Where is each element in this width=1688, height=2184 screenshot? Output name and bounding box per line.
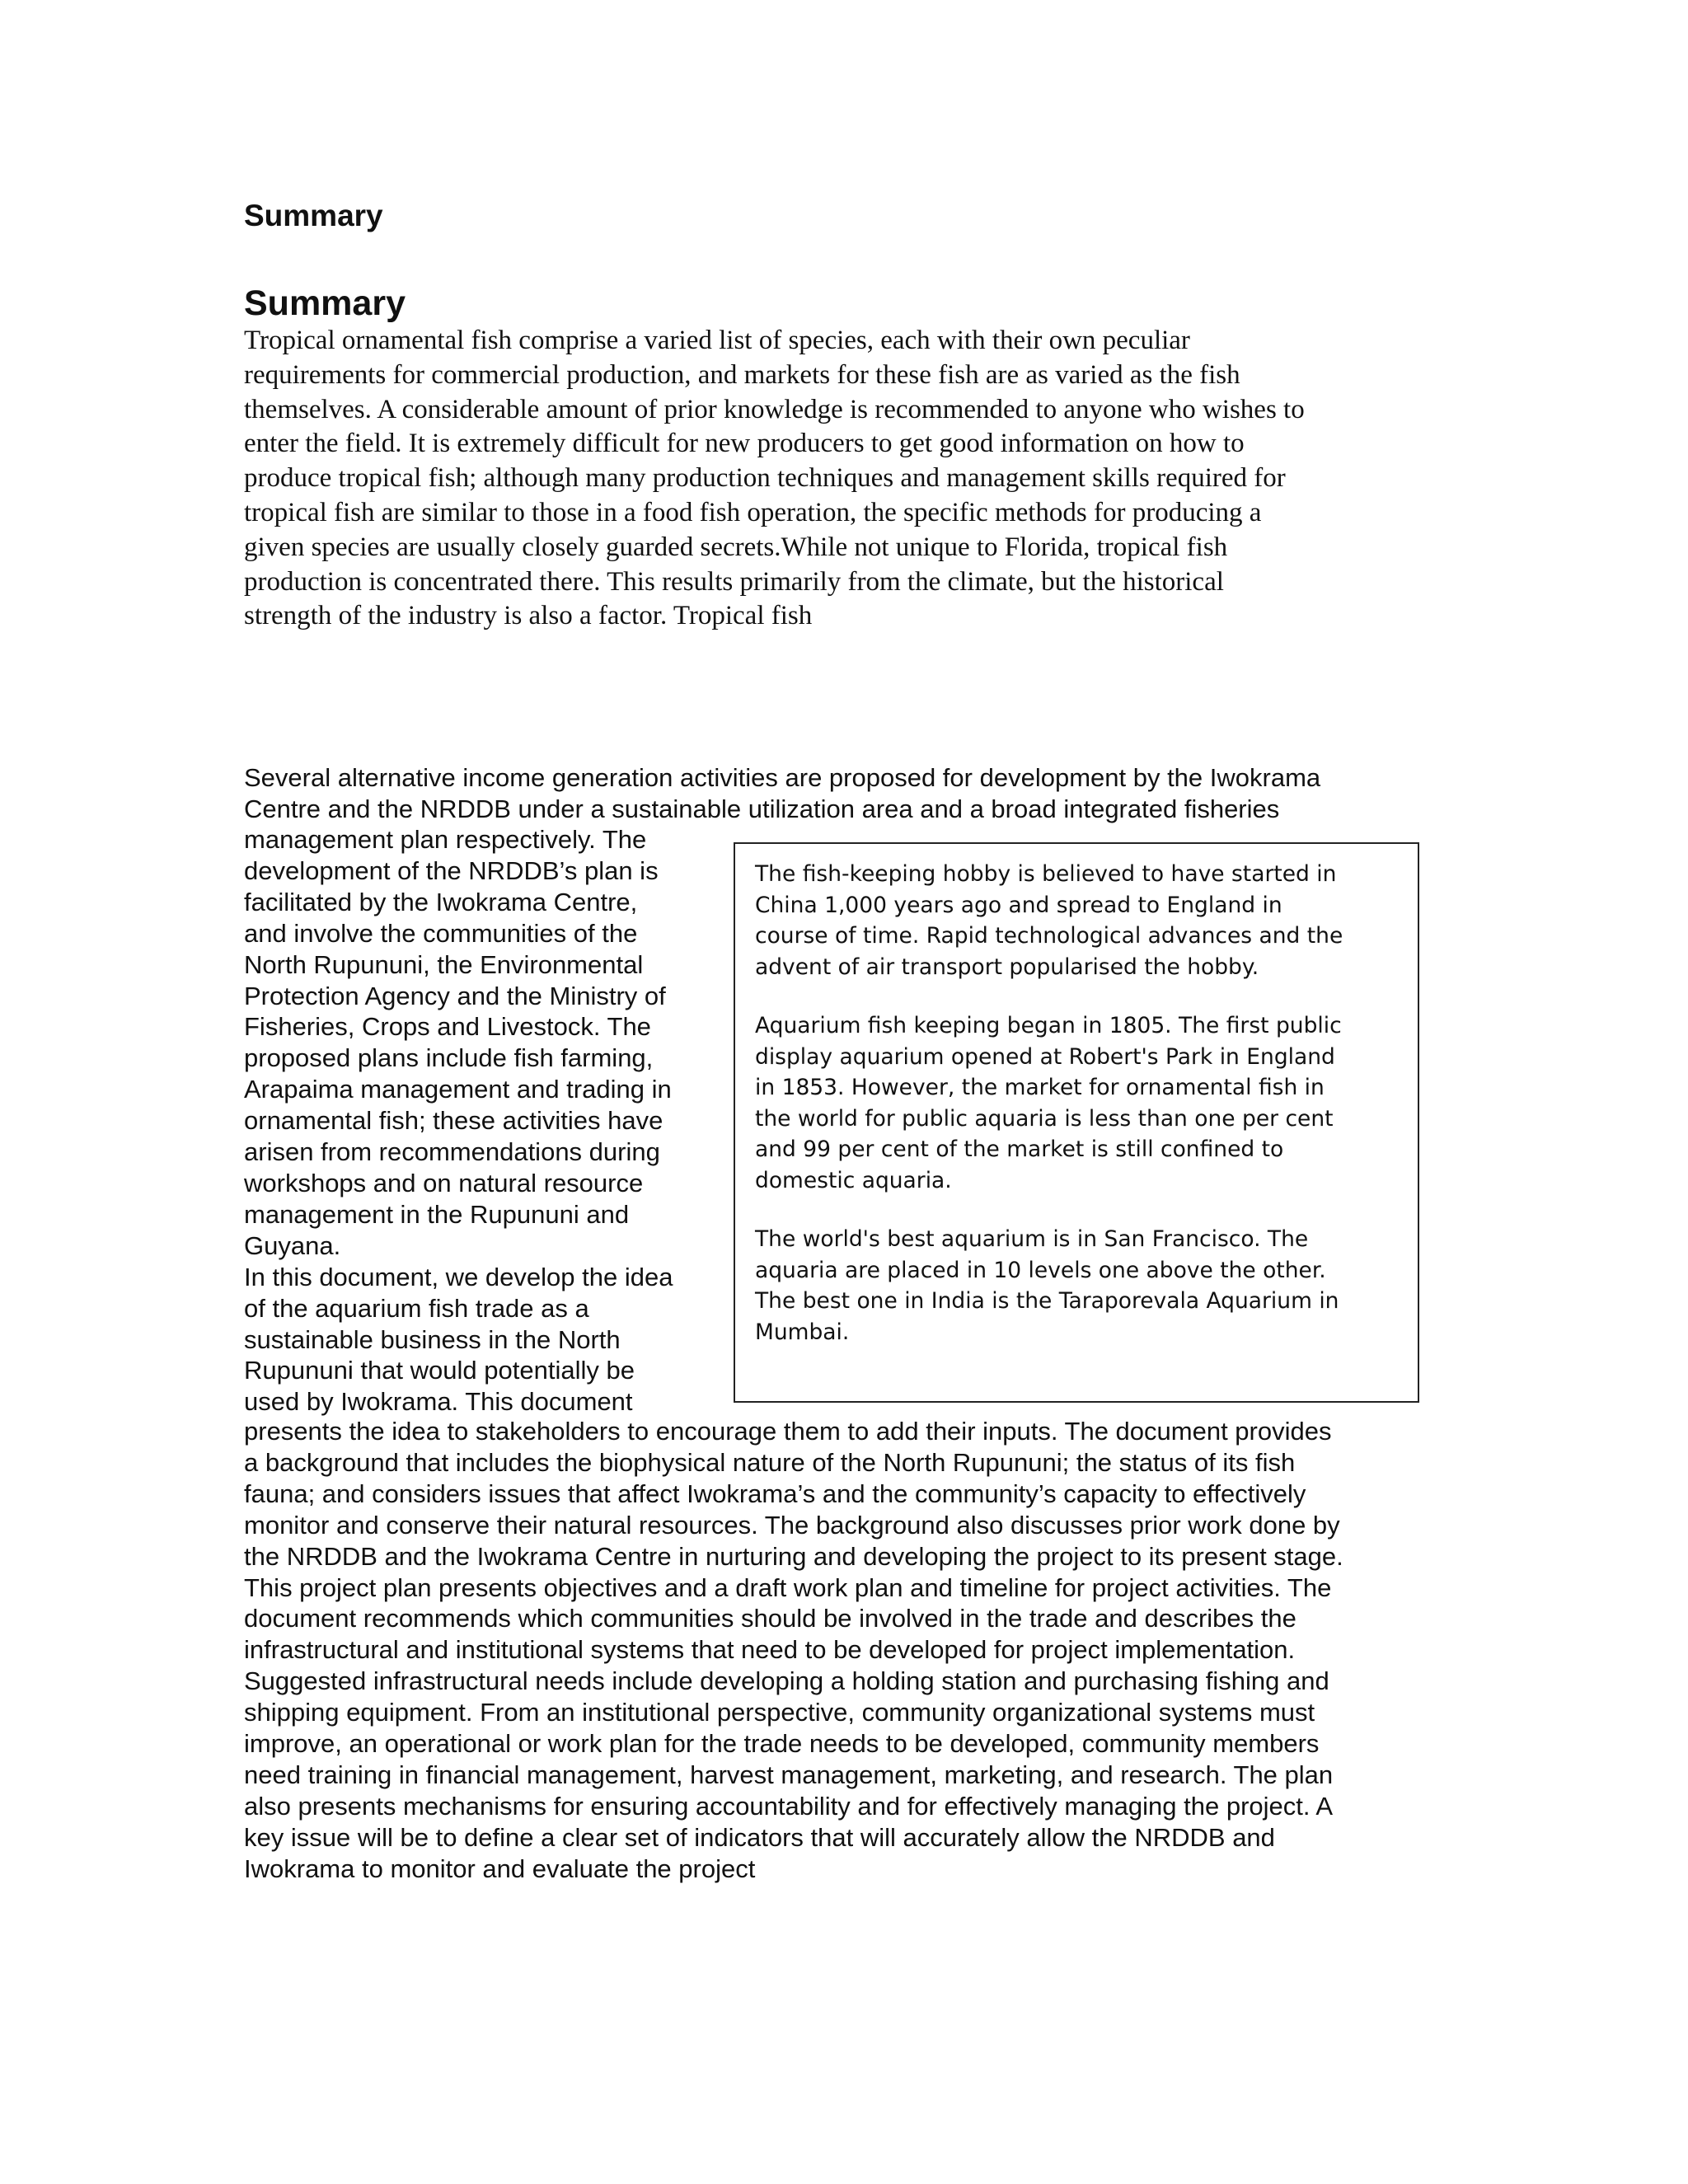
body-paragraph-left-column bbox=[244, 824, 722, 1418]
body-line: presents the idea to stakeholders to encourage them to add their inputs. The document provides bbox=[244, 1417, 1332, 1446]
body-line: Guyana. bbox=[244, 1230, 341, 1260]
body-line: document recommends which communities should be involved in the trade and describes the bbox=[244, 1604, 1296, 1633]
body-line: fauna; and considers issues that affect Iwokrama’s and the community’s capacity to effectively bbox=[244, 1479, 1306, 1508]
body-line: and involve the communities of the bbox=[244, 918, 638, 948]
body-line: of the aquarium fish trade as a bbox=[244, 1293, 589, 1323]
sidebar-line: in 1853. However, the market for ornamental fish in bbox=[755, 1075, 1325, 1100]
sidebar-line: The world's best aquarium is in San Francisco. The bbox=[755, 1226, 1309, 1252]
body-line: Iwokrama to monitor and evaluate the project bbox=[244, 1854, 756, 1883]
body-line: Centre and the NRDDB under a sustainable utilization area and a broad integrated fisheries bbox=[244, 794, 1280, 823]
body-line: workshops and on natural resource bbox=[244, 1168, 644, 1197]
body-line: facilitated by the Iwokrama Centre, bbox=[244, 887, 638, 916]
body-line: a background that includes the biophysical nature of the North Rupununi; the status of its fish bbox=[244, 1447, 1296, 1477]
body-line: key issue will be to define a clear set of indicators that will accurately allow the NRDDB and bbox=[244, 1822, 1275, 1852]
body-line: management plan respectively. The bbox=[244, 825, 647, 854]
body-line: arisen from recommendations during bbox=[244, 1137, 660, 1167]
body-line: sustainable business in the North bbox=[244, 1324, 621, 1354]
section-heading: Summary bbox=[244, 284, 406, 323]
body-line: North Rupununi, the Environmental bbox=[244, 949, 644, 979]
body-line: Suggested infrastructural needs include developing a holding station and purchasing fishing and bbox=[244, 1666, 1329, 1696]
intro-line: enter the field. It is extremely difficult for new producers to get good information on how to bbox=[244, 429, 1245, 459]
body-line: development of the NRDDB’s plan is bbox=[244, 855, 659, 885]
intro-line: requirements for commercial production, and markets for these fish are as varied as the fish bbox=[244, 359, 1240, 390]
body-line: management in the Rupununi and bbox=[244, 1199, 630, 1229]
sidebar-line: China 1,000 years ago and spread to England in bbox=[755, 892, 1282, 918]
body-line: Several alternative income generation activities are proposed for development by the Iwokrama bbox=[244, 763, 1321, 792]
body-line: monitor and conserve their natural resources. The background also discusses prior work done by bbox=[244, 1510, 1340, 1540]
sidebar-text-box bbox=[734, 842, 1419, 1403]
sidebar-line: the world for public aquaria is less than one per cent bbox=[755, 1105, 1334, 1132]
body-line: proposed plans include fish farming, bbox=[244, 1043, 654, 1073]
intro-paragraph bbox=[244, 324, 1431, 634]
body-line: shipping equipment. From an institutional perspective, community organizational systems must bbox=[244, 1698, 1315, 1727]
sidebar-paragraph bbox=[755, 859, 1400, 982]
body-line: Fisheries, Crops and Livestock. The bbox=[244, 1012, 651, 1042]
sidebar-line: domestic aquaria. bbox=[755, 1167, 952, 1193]
body-line: Arapaima management and trading in bbox=[244, 1075, 672, 1104]
sidebar-line: course of time. Rapid technological advances and the bbox=[755, 923, 1343, 949]
page-title: Summary bbox=[244, 199, 383, 232]
body-line: In this document, we develop the idea bbox=[244, 1262, 673, 1291]
sidebar-paragraph bbox=[755, 1224, 1400, 1347]
sidebar-line: advent of air transport popularised the hobby. bbox=[755, 954, 1259, 980]
sidebar-line: aquaria are placed in 10 levels one above the other. bbox=[755, 1257, 1326, 1283]
body-paragraph-lead bbox=[244, 762, 1439, 825]
body-line: also presents mechanisms for ensuring accountability and for effectively managing the project. A bbox=[244, 1791, 1334, 1821]
intro-line: strength of the industry is also a factor. Tropical fish bbox=[244, 601, 813, 631]
sidebar-line: The best one in India is the Taraporevala Aquarium in bbox=[755, 1288, 1339, 1314]
sidebar-line: and 99 per cent of the market is still confined to bbox=[755, 1137, 1284, 1162]
body-line: Rupununi that would potentially be bbox=[244, 1356, 635, 1385]
sidebar-line: display aquarium opened at Robert's Park in England bbox=[755, 1043, 1335, 1070]
body-line: Protection Agency and the Ministry of bbox=[244, 981, 666, 1010]
body-line: used by Iwokrama. This document bbox=[244, 1387, 633, 1417]
intro-line: tropical fish are similar to those in a food fish operation, the specific methods for producing a bbox=[244, 497, 1262, 527]
sidebar-line: Aquarium fish keeping began in 1805. The first public bbox=[755, 1013, 1342, 1038]
sidebar-line: Mumbai. bbox=[755, 1319, 850, 1345]
intro-line: production is concentrated there. This results primarily from the climate, but the historical bbox=[244, 566, 1224, 597]
body-line: This project plan presents objectives and a draft work plan and timeline for project activities. The bbox=[244, 1572, 1332, 1602]
body-line: the NRDDB and the Iwokrama Centre in nurturing and developing the project to its present stage. bbox=[244, 1541, 1343, 1571]
intro-line: Tropical ornamental fish comprise a varied list of species, each with their own peculiar bbox=[244, 326, 1190, 355]
sidebar-line: The fish-keeping hobby is believed to have started in bbox=[755, 861, 1337, 887]
body-line: need training in financial management, harvest management, marketing, and research. The plan bbox=[244, 1760, 1334, 1789]
intro-line: themselves. A considerable amount of prior knowledge is recommended to anyone who wishes to bbox=[244, 394, 1305, 424]
body-paragraph-continued bbox=[244, 1416, 1447, 1885]
intro-line: produce tropical fish; although many production techniques and management skills required for bbox=[244, 463, 1286, 494]
intro-line: given species are usually closely guarded secrets.While not unique to Florida, tropical fish bbox=[244, 532, 1228, 562]
body-line: improve, an operational or work plan for the trade needs to be developed, community members bbox=[244, 1729, 1320, 1759]
body-line: infrastructural and institutional systems that need to be developed for project implementation. bbox=[244, 1635, 1296, 1665]
sidebar-paragraph bbox=[755, 1010, 1400, 1196]
body-line: ornamental fish; these activities have bbox=[244, 1106, 663, 1136]
